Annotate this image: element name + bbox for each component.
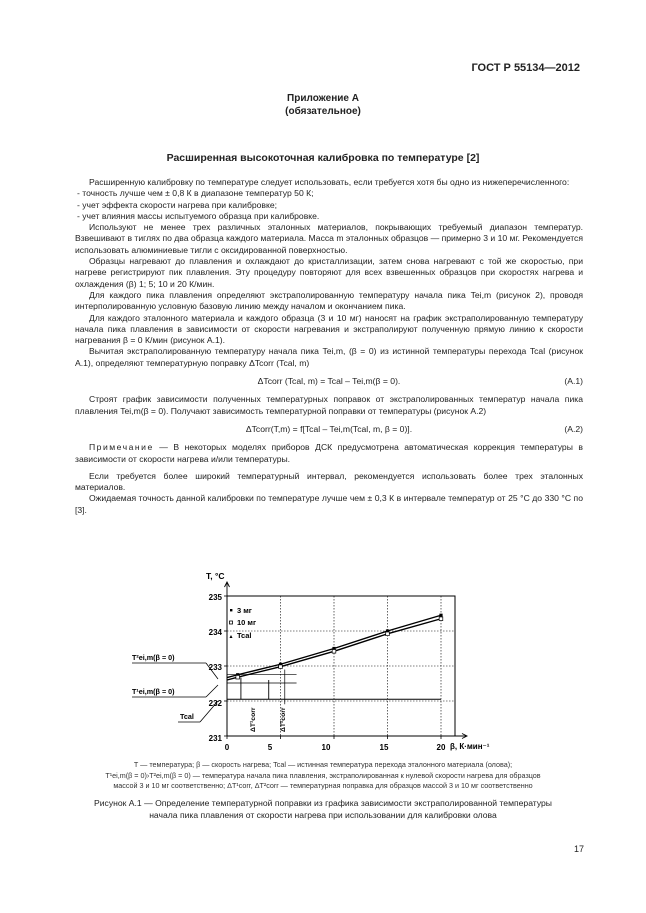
equation-a1 [75, 376, 583, 387]
figure-a1-chart [110, 565, 510, 755]
bullet-1: - точность лучше чем ± 0,8 К в диапазоне температур 50 К; [77, 188, 314, 199]
equation-a2 [75, 424, 583, 435]
paragraph-9: Ожидаемая точность данной калибровки по температуре лучше чем ± 0,3 К в интервале температур от 25 °С до 330 °С по [3]. [75, 493, 583, 515]
note [75, 442, 583, 465]
label-t1-leader [206, 685, 218, 697]
x-tick-labels [225, 743, 446, 752]
legend-marker-3mg [230, 609, 232, 611]
label-t2-ei: T²ei,m(β = 0) [132, 653, 175, 662]
y-tick-labels [209, 593, 223, 743]
x-tick-label: 0 [224, 743, 230, 752]
legend-tcal: Tcal [237, 631, 252, 640]
x-tick-label: 5 [267, 743, 273, 752]
paragraph-4: Для каждого пика плавления определяют экстраполированную температуру начала пика Tei,m (рисунок 2), проводя интерполированную условную базовую линию между началом и окончанием пика. [75, 289, 583, 312]
point-10mg [332, 650, 336, 654]
x-tick-label: 20 [436, 743, 446, 752]
figure-legend-text [52, 760, 594, 792]
equation-a2-number: (А.2) [564, 423, 583, 434]
y-tick-label: 234 [208, 628, 222, 637]
bullet-3: - учет влияния массы испытуемого образца при калибровке. [77, 210, 320, 221]
chart-legend [230, 606, 257, 640]
paragraph-8: Если требуется более широкий температурный интервал, рекомендуется использовать более трех эталонных материалов. [75, 470, 583, 493]
y-tick-label: 232 [208, 699, 222, 708]
chart-frame [224, 582, 467, 739]
y-axis-title: T, °C [206, 571, 225, 581]
y-axis-arrow [225, 582, 230, 596]
caption-line-1: Рисунок А.1 — Определение температурной поправки из графика зависимости экстраполированной температуры [94, 798, 552, 808]
paragraph-5: Для каждого эталонного материала и каждого образца (3 и 10 мг) наносят на график экстраполированную температуру начала пика плавления в зависимости от скорости нагревания и экстраполируют полученную прямую линию к скорости нагревания β = 0 К/мин (рисунок А.1). [75, 312, 583, 346]
legend-line-2: T¹ei,m(β = 0)›T²ei,m(β = 0) — температура начала пика плавления, экстраполированная к нулевой скорости нагрева для образцов [105, 770, 541, 780]
legend-10mg: 10 мг [237, 618, 257, 627]
legend-3mg: 3 мг [237, 606, 252, 615]
point-10mg [439, 617, 443, 621]
legend-marker-10mg [230, 621, 233, 624]
paragraph-6: Вычитая экстраполированную температуру начала пика Tei,m, (β = 0) из истинной температуры перехода Tcal (рисунок А.1), определяют температурную поправку ΔTcorr (Tcal, m) [75, 346, 583, 368]
body-text [75, 177, 583, 516]
page-number: 17 [574, 844, 585, 854]
note-label: Примечание [89, 442, 154, 453]
label-tcal: Tcal [180, 712, 194, 721]
figure-caption [52, 798, 594, 821]
paragraph-7: Строят график зависимости полученных температурных поправок от экстраполированных температур начала пика плавления Tei,m(β = 0). Получают зависимость температурной поправки от температуры (рисунок А.2) [75, 394, 583, 416]
point-3mg [439, 614, 442, 617]
y-tick-label: 235 [208, 593, 222, 602]
paragraph-1: Расширенную калибровку по температуре следует использовать, если требуется хотя бы одно из нижеперечисленного: [89, 177, 570, 187]
legend-marker-tcal [230, 635, 233, 638]
paragraph-2: Используют не менее трех различных эталонных материалов, покрывающих требуемый диапазон температур. Взвешивают в тиглях по два образца каждого материала. Масса m эталонных образцов — примерно 3 и 10 мг. Рекомендуется использовать алюминиевые тигли с оксидированной поверхностью. [75, 222, 583, 255]
y-tick-label: 233 [208, 663, 222, 672]
chart-grid [227, 596, 455, 736]
chart-marks [227, 614, 443, 705]
equation-a1-text: ΔTcorr (Tcal, m) = Tcal – Tei,m(β = 0). [257, 376, 401, 387]
equation-a1-number: (А.1) [564, 376, 583, 387]
paragraph-3: Образцы нагревают до плавления и охлаждают до кристаллизации, затем снова нагревают с той же скоростью, при нагреве регистрируют пик плавления. Эту процедуру повторяют для всех взвешенных образцов при скоростях нагрева и охлаждения (β) 1; 5; 10 и 20 К/мин. [75, 256, 583, 289]
label-t1-ei: T¹ei,m(β = 0) [132, 687, 175, 696]
note-text: — В некоторых моделях приборов ДСК предусмотрена автоматическая коррекция температуры в зависимости от скорости нагрева и/или температуры. [75, 442, 583, 464]
label-dt1: ΔT¹corr [250, 707, 257, 732]
caption-line-2: начала пика плавления от скорости нагрева при использовании для калибровки олова [149, 809, 497, 820]
x-axis-arrow [455, 734, 467, 739]
appendix-heading [0, 92, 646, 118]
point-10mg [236, 675, 240, 679]
appendix-subtitle: (обязательное) [285, 106, 361, 117]
x-tick-label: 10 [321, 743, 331, 752]
standard-header: ГОСТ Р 55134—2012 [471, 62, 580, 74]
x-axis-title: β, К·мин⁻¹ [450, 742, 490, 751]
equation-a2-text: ΔTcorr(T,m) = f[Tcal – Tei,m(Tcal, m, β = 0)]. [245, 423, 413, 434]
point-10mg [386, 632, 390, 636]
appendix-title: Приложение А [287, 93, 359, 104]
section-title: Расширенная высокоточная калибровка по температуре [2] [166, 152, 480, 164]
legend-line-1: T — температура; β — скорость нагрева; Tcal — истинная температура перехода эталонного материала (олова); [133, 760, 513, 769]
bullet-2: - учет эффекта скорости нагрева при калибровке; [77, 199, 278, 210]
y-tick-label: 231 [208, 734, 222, 743]
legend-line-3: массой 3 и 10 мг соответственно; ΔT¹corr, ΔT²corr — температурная поправка для образцов массой 3 и 10 мг соответственно [113, 781, 533, 790]
x-tick-label: 15 [379, 743, 389, 752]
point-10mg [279, 665, 283, 669]
label-dt2: ΔT²corr [280, 707, 287, 732]
